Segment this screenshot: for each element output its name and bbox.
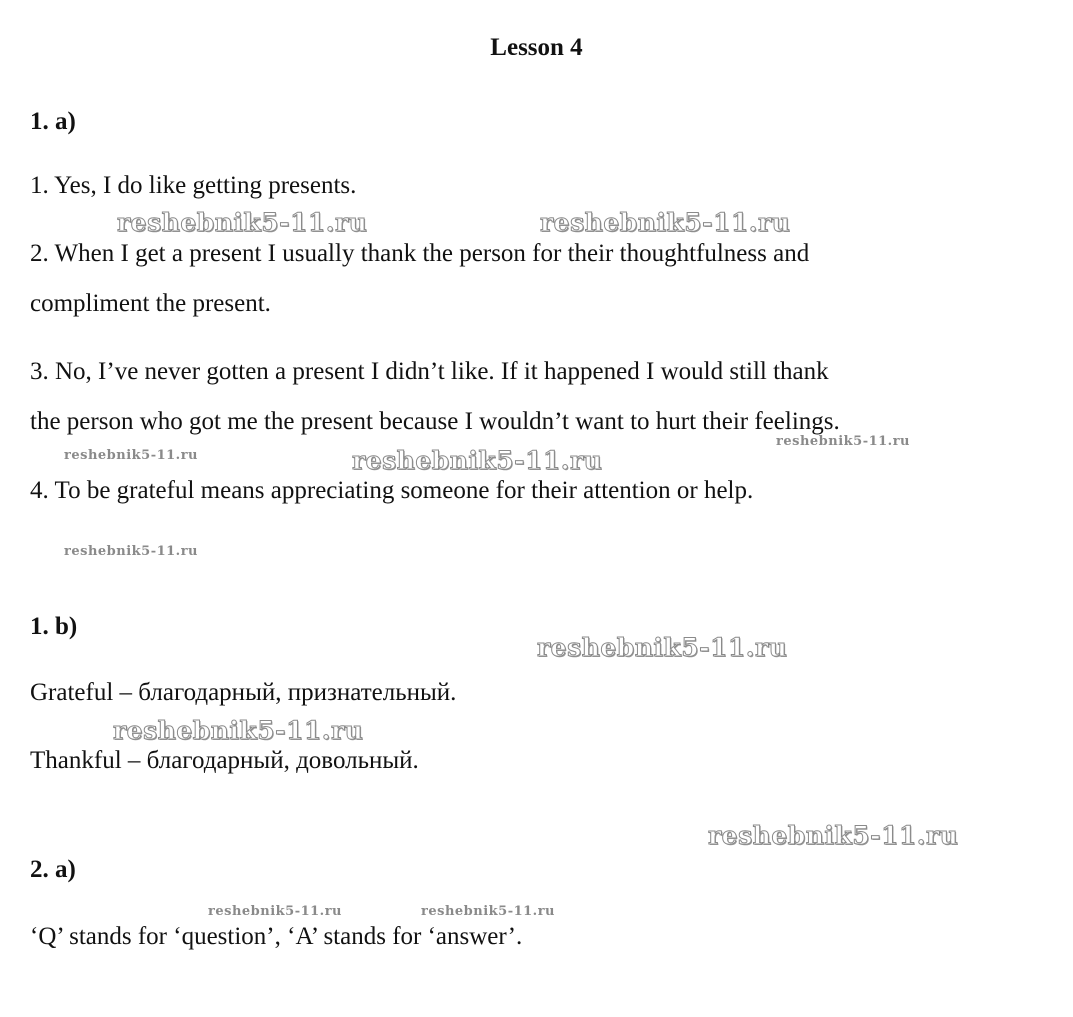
answer-line-4: 4. To be grateful means appreciating someone for their attention or help. (30, 477, 754, 504)
section-heading-1b: 1. b) (30, 613, 78, 640)
answer-line-1: 1. Yes, I do like getting presents. (30, 172, 357, 199)
watermark: reshebnik5-11.ru (352, 446, 603, 475)
answer-line-2: 2. When I get a present I usually thank the person for their thoughtfulness and (30, 240, 810, 267)
page-title: Lesson 4 (490, 34, 583, 61)
watermark: reshebnik5-11.ru (421, 904, 556, 919)
qa-line: ‘Q’ stands for ‘question’, ‘A’ stands for ‘answer’. (30, 923, 523, 950)
answer-line-3: 3. No, I’ve never gotten a present I didn’t like. If it happened I would still thank (30, 358, 829, 385)
watermark: reshebnik5-11.ru (708, 821, 959, 850)
watermark: reshebnik5-11.ru (776, 434, 911, 449)
watermark: reshebnik5-11.ru (540, 208, 791, 237)
watermark: reshebnik5-11.ru (64, 544, 199, 559)
watermark: reshebnik5-11.ru (537, 633, 788, 662)
section-heading-2a: 2. a) (30, 856, 76, 883)
watermark: reshebnik5-11.ru (64, 448, 199, 463)
watermark: reshebnik5-11.ru (117, 208, 368, 237)
vocab-line-thankful: Thankful – благодарный, довольный. (30, 747, 419, 774)
watermark: reshebnik5-11.ru (113, 716, 364, 745)
vocab-line-grateful: Grateful – благодарный, признательный. (30, 679, 457, 706)
section-heading-1a: 1. a) (30, 108, 76, 135)
answer-line-2-cont: compliment the present. (30, 290, 271, 317)
answer-line-3-cont: the person who got me the present because I wouldn’t want to hurt their feelings. (30, 408, 840, 435)
watermark: reshebnik5-11.ru (208, 904, 343, 919)
